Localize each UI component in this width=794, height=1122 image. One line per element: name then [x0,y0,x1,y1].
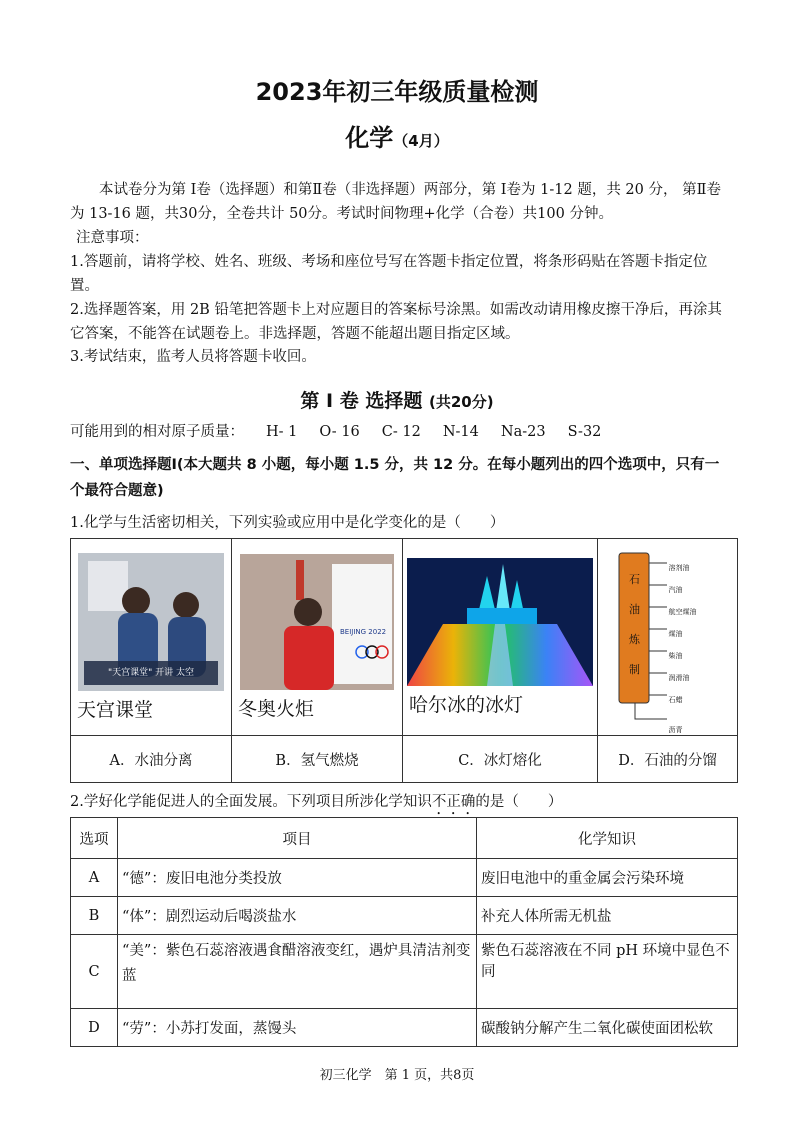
q2-stem-after: 的是（ ） [475,794,563,810]
winter-olympics-torch-image [240,554,394,690]
exam-title: 2023年初三年级质量检测 [255,78,539,106]
option-b: B．氢气燃烧 [232,736,403,783]
page-footer: 初三化学 第 1 页，共8页 [319,1068,475,1083]
row-b-knowledge: 补充人体所需无机盐 [477,897,738,935]
notice-3: 3.考试结束，监考人员将答题卡收回。 [70,349,316,365]
option-a-image-cell [71,539,232,736]
product-lubricant: 润滑油 [668,674,690,682]
option-a: A．水油分离 [71,736,232,783]
subject-name: 化学 [345,124,394,152]
question-1-options-table [70,538,738,783]
header-option: 选项 [71,818,118,859]
product-asphalt: 沥青 [668,726,683,734]
row-a-option: A [71,859,118,897]
refining-products [669,557,697,741]
petroleum-refining-diagram [609,549,727,734]
option-d: D．石油的分馏 [598,736,738,783]
atom-s: S-32 [567,424,602,440]
atoms-label: 可能用到的相对原子质量： [70,424,244,440]
atom-o: O- 16 [319,424,360,440]
refining-char-4: 制 [629,663,640,676]
beijing-2022-text: BEIJING 2022 [340,627,387,636]
option-d-image-cell [598,539,738,736]
product-solvent-oil: 溶剂油 [668,564,690,572]
row-a-knowledge: 废旧电池中的重金属会污染环境 [477,859,738,897]
refining-label [627,565,643,685]
refining-char-3: 炼 [629,633,640,646]
row-d-knowledge: 碳酸钠分解产生二氧化碳使面团松软 [477,1009,738,1047]
row-d-item: “劳”：小苏打发面，蒸馒头 [118,1009,477,1047]
refining-char-2: 油 [629,603,640,616]
table-row [71,1009,738,1047]
q2-stem-before: 2.学好化学能促进人的全面发展。下列项目所涉化学知识 [70,794,432,810]
atom-n: N-14 [442,424,479,440]
part-heading: 一、单项选择题Ⅰ(本大题共 8 小题，每小题 1.5 分，共 12 分。在每小题列出的四个选项中，只有一个最符合题意) [70,457,720,499]
notice-2: 2.选择题答案，用 2B 铅笔把答题卡上对应题目的答案标号涂黑。如需改动请用橡皮擦干净后，再涂其它答案，不能答在试题卷上。非选择题，答题不能超出题目指定区域。 [70,302,722,342]
torch-bearer-icon [240,554,394,690]
option-b-image-cell [232,539,403,736]
atom-h: H- 1 [266,424,298,440]
notice-title: 注意事项： [76,230,149,246]
question-1-stem: 1.化学与生活密切相关，下列实验或应用中是化学变化的是（ ） [70,515,505,531]
refining-char-1: 石 [629,573,640,586]
product-diesel: 柴油 [668,652,683,660]
row-c-knowledge: 紫色石蕊溶液在不同 pH 环境中显色不同 [477,935,738,1009]
ice-lantern-label: 哈尔冰的冰灯 [409,693,524,716]
atom-c: C- 12 [381,424,421,440]
notice-1: 1.答题前，请将学校、姓名、班级、考场和座位号写在答题卡指定位置，将条形码贴在答题卡指定位置。 [70,254,708,294]
option-c: C．冰灯熔化 [403,736,598,783]
product-jet-fuel: 航空煤油 [668,608,697,616]
tiangong-banner: "天宫课堂" 开讲 太空 [107,667,194,678]
atom-na: Na-23 [500,424,546,440]
row-c-item: “美”：紫色石蕊溶液遇食醋溶液变红，遇炉具清洁剂变蓝 [118,935,477,1009]
ice-lantern-icon [407,558,593,686]
table-row [71,935,738,1009]
question-2-table [70,817,738,1047]
ice-lantern-image [407,558,593,686]
section-title [0,386,794,413]
tiangong-classroom-image [78,553,224,691]
torch-label: 冬奥火炬 [238,697,315,720]
table-row [71,859,738,897]
question-2-stem [70,790,730,818]
row-b-option: B [71,897,118,935]
table-row [71,897,738,935]
intro-paragraph: 本试卷分为第 Ⅰ卷（选择题）和第Ⅱ卷（非选择题）两部分，第 Ⅰ卷为 1-12 题，共 20 分， 第Ⅱ卷为 13-16 题，共30分，全卷共计 50分。考试时间物理+化学（合卷）共100 分钟。 [70,182,721,222]
subject-title [0,118,794,153]
header-item: 项目 [118,818,477,859]
atomic-masses [70,420,623,441]
q2-stem-emphasis: 不正确 [431,794,476,810]
row-d-option: D [71,1009,118,1047]
exam-month: （4月） [393,132,449,150]
row-c-option: C [71,935,118,1009]
header-knowledge: 化学知识 [477,818,738,859]
product-paraffin: 石蜡 [668,696,683,704]
section-score: (共20分) [428,393,494,411]
option-c-image-cell [403,539,598,736]
row-b-item: “体”：剧烈运动后喝淡盐水 [118,897,477,935]
section-name: 第 Ⅰ 卷 选择题 [300,390,423,412]
product-kerosene: 煤油 [668,630,683,638]
tiangong-label: 天宫课堂 [77,698,154,721]
row-a-item: “德”：废旧电池分类投放 [118,859,477,897]
product-gasoline: 汽油 [668,586,683,594]
